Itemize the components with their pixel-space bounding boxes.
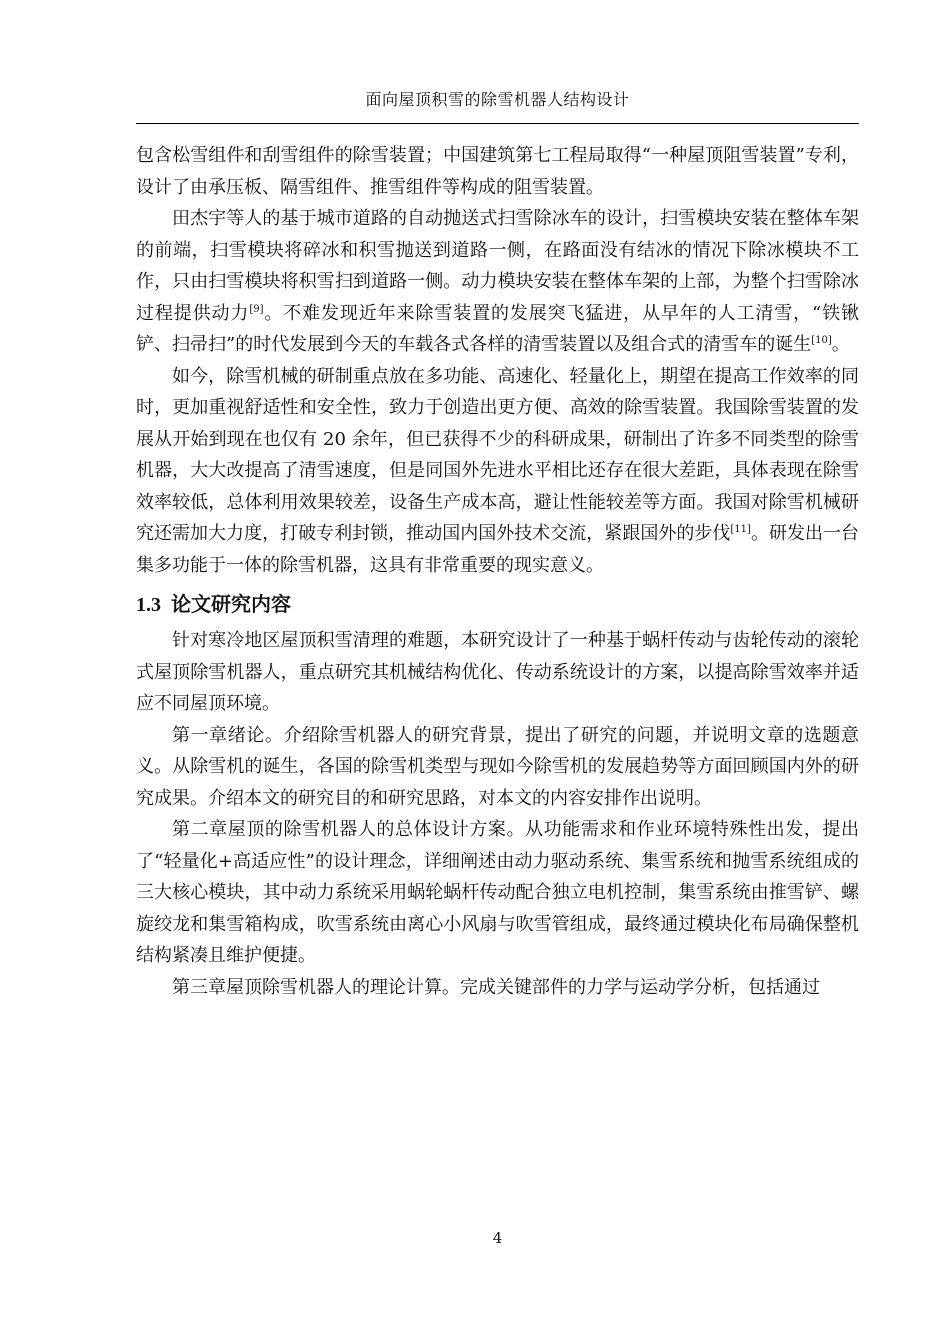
running-header: 面向屋顶积雪的除雪机器人结构设计 [365, 90, 630, 109]
citation-ref: [11] [730, 524, 751, 535]
page-number: 4 [492, 1229, 503, 1247]
paragraph-text: 。研发出一台集多功能于一体的除雪机器，这具有非常重要的现实意义。 [136, 523, 860, 576]
section-heading [136, 587, 859, 622]
paragraph-continued: 包含松雪组件和刮雪组件的除雪装置；中国建筑第七工程局取得“一种屋顶阻雪装置”专利，设计了由承压板、隔雪组件、推雪组件等构成的阻雪装置。 [136, 145, 859, 198]
paragraph-text: 。 [831, 334, 850, 355]
paragraph-text: 如今，除雪机械的研制重点放在多功能、高速化、轻量化上，期望在提高工作效率的同时，更加重视舒适性和安全性，致力于创造出更方便、高效的除雪装置。我国除雪装置的发展从开始到现在也仅有 20 余年，但已获得不少的科研成果，研制出了许多不同类型的除雪机器，大大改提高了清雪速度，但是同国外先进水平相比还存在很大差距，具体表现在除雪效率较低，总体利用效果较差，设备生产成本高，避让性能较差等方面。我国对除雪机械研究还需加大力度，打破专利封锁，推动国内国外技术交流，紧跟国外的步伐 [136, 365, 859, 544]
paragraph-text: 。不难发现近年来除雪装置的发展突飞猛进，从早年的人工清雪，“铁锹铲、扫帚扫”的时代发展到今天的车载各式各样的清雪装置以及组合式的清雪车的诞生 [136, 302, 859, 355]
paragraph-chapter-3: 第三章屋顶除雪机器人的理论计算。完成关键部件的力学与运动学分析，包括通过 [172, 976, 820, 998]
section-number: 1.3 [136, 594, 161, 616]
paragraph-chapter-2: 第二章屋顶的除雪机器人的总体设计方案。从功能需求和作业环境特殊性出发，提出了“轻量化+高适应性”的设计理念，详细阐述由动力驱动系统、集雪系统和抛雪系统组成的三大核心模块，其中动力系统采用蜗轮蜗杆传动配合独立电机控制，集雪系统由推雪铲、螺旋绞龙和集雪箱构成，吹雪系统由离心小风扇与吹雪管组成，最终通过模块化布局确保整机结构紧凑且维护便捷。 [136, 819, 859, 966]
section-title: 论文研究内容 [171, 592, 291, 616]
paragraph-current-status [136, 361, 859, 582]
citation-ref: [9] [249, 303, 264, 315]
citation-ref: [10] [811, 335, 832, 346]
header-rule [136, 123, 859, 124]
paragraph-tian-jieyu [136, 203, 859, 361]
paragraph-text: 田杰宇等人的基于城市道路的自动抛送式扫雪除冰车的设计，扫雪模块安装在整体车架的前端，扫雪模块将碎冰和积雪抛送到道路一侧，在路面没有结冰的情况下除冰模块不工作，只由扫雪模块将积雪扫到道路一侧。动力模块安装在整体车架的上部，为整个扫雪除冰过程提供动力 [136, 208, 859, 324]
body-text [136, 140, 859, 1003]
paragraph-research-intro: 针对寒冷地区屋顶积雪清理的难题，本研究设计了一种基于蜗杆传动与齿轮传动的滚轮式屋顶除雪机器人，重点研究其机械结构优化、传动系统设计的方案，以提高除雪效率并适应不同屋顶环境。 [136, 630, 859, 714]
paragraph-chapter-1: 第一章绪论。介绍除雪机器人的研究背景，提出了研究的问题，并说明文章的选题意义。从除雪机的诞生，各国的除雪机类型与现如今除雪机的发展趋势等方面回顾国内外的研究成果。介绍本文的研究目的和研究思路，对本文的内容安排作出说明。 [136, 724, 859, 809]
